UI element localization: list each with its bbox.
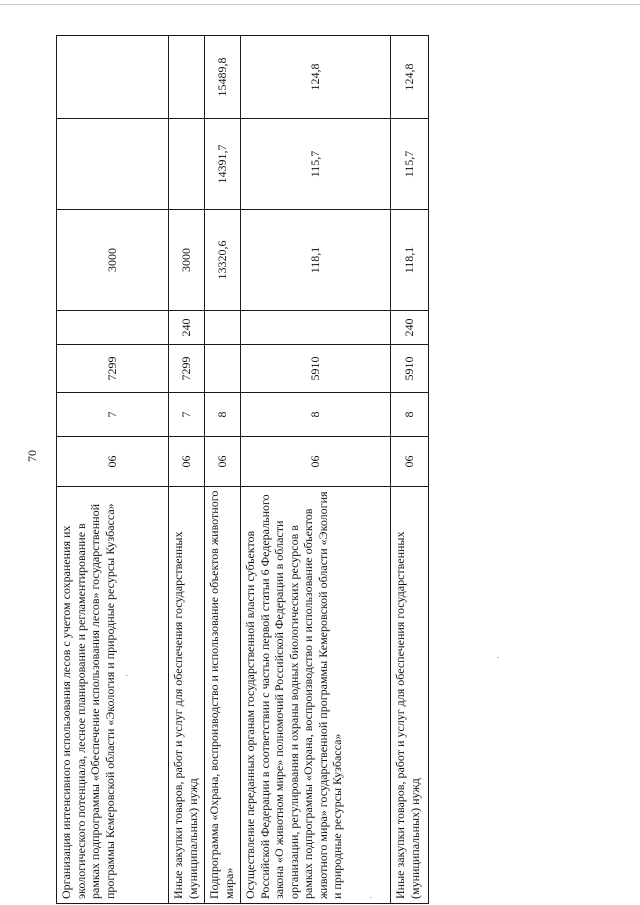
rotated-table-wrapper [56, 36, 428, 904]
amount-year-1: 118,1 [241, 210, 391, 311]
amount-year-2: 115,7 [391, 119, 429, 210]
scan-speck [497, 657, 499, 658]
section-code: 06 [241, 437, 391, 487]
section-code: 06 [391, 437, 429, 487]
amount-year-1: 3000 [169, 210, 205, 311]
subsection-code: 8 [391, 393, 429, 437]
subsection-code: 8 [241, 393, 391, 437]
row-name: Иные закупки товаров, работ и услуг для обеспечения государственных (муниципальных) нужд [169, 487, 205, 904]
table-row [57, 36, 169, 904]
top-scan-edge [0, 4, 640, 5]
table-row [391, 36, 429, 904]
amount-year-2: 115,7 [241, 119, 391, 210]
section-code: 06 [205, 437, 241, 487]
expense-kind-code [57, 311, 169, 345]
row-name: Организация интенсивного использования лесов с учетом сохранения их экологического потенциала, лесное планирование и регламентирование в рамках подпрограммы «Обеспечение использования лесов» государственной программы Кемеровской области «Экология и природные ресурсы Кузбасса» [57, 487, 169, 904]
amount-year-3 [169, 36, 205, 119]
section-code: 06 [169, 437, 205, 487]
amount-year-1: 13320,6 [205, 210, 241, 311]
page-number: 70 [25, 450, 39, 462]
amount-year-3 [57, 36, 169, 119]
target-code: 7299 [169, 345, 205, 393]
amount-year-3: 15489,8 [205, 36, 241, 119]
subsection-code: 7 [169, 393, 205, 437]
expense-kind-code [241, 311, 391, 345]
target-code [205, 345, 241, 393]
subsection-code: 8 [205, 393, 241, 437]
amount-year-2 [169, 119, 205, 210]
amount-year-1: 3000 [57, 210, 169, 311]
target-code: 5910 [241, 345, 391, 393]
amount-year-1: 118,1 [391, 210, 429, 311]
expense-kind-code: 240 [169, 311, 205, 345]
amount-year-3: 124,8 [241, 36, 391, 119]
amount-year-3: 124,8 [391, 36, 429, 119]
table-row [241, 36, 391, 904]
section-code: 06 [57, 437, 169, 487]
row-name: Иные закупки товаров, работ и услуг для обеспечения государственных (муниципальных) нужд [391, 487, 429, 904]
expense-kind-code: 240 [391, 311, 429, 345]
amount-year-2 [57, 119, 169, 210]
subsection-code: 7 [57, 393, 169, 437]
amount-year-2: 14391,7 [205, 119, 241, 210]
target-code: 5910 [391, 345, 429, 393]
row-name: Осуществление переданных органам государственной власти субъектов Российской Федерации в соответствии с частью первой статьи 6 Федерального закона «О животном мире» полномочий Российской Федерации в области организации, регулирования и охраны водных биологических ресурсов в рамках подпрограммы «Охрана, воспроизводство и использование объектов животного мира» государственной программы Кемеровской области «Экология и природные ресурсы Кузбасса» [241, 487, 391, 904]
row-name: Подпрограмма «Охрана, воспроизводство и использование объектов животного мира» [205, 487, 241, 904]
budget-table [56, 35, 429, 904]
expense-kind-code [205, 311, 241, 345]
table-row [205, 36, 241, 904]
table-row [169, 36, 205, 904]
target-code: 7299 [57, 345, 169, 393]
